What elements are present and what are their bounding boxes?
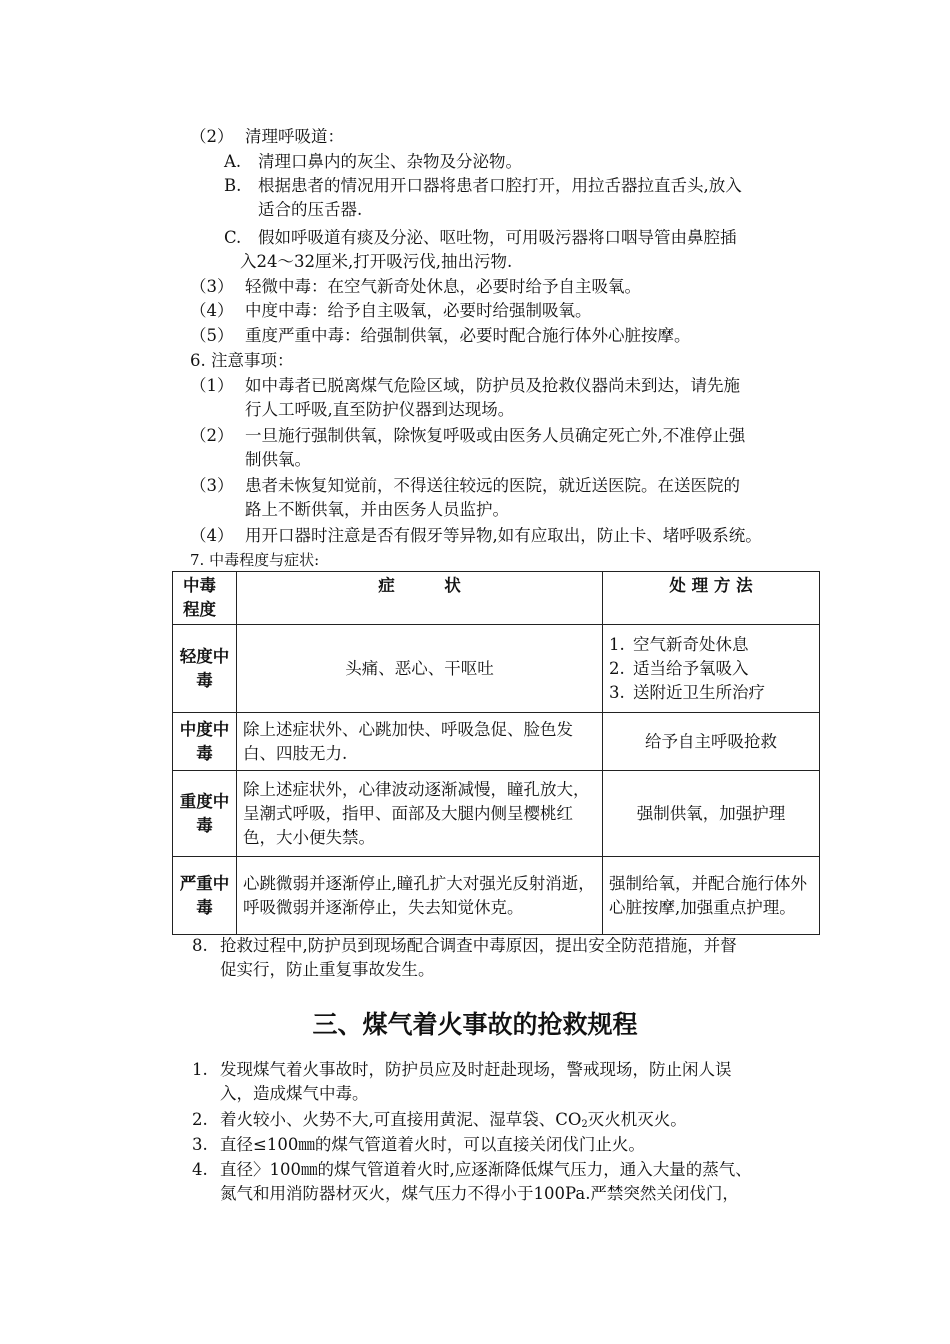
- text-part: 着火较小、火势不大,可直接用黄泥、湿草袋、CO: [220, 1110, 582, 1129]
- list-item-text-cont: 入24～32厘米,打开吸污伐,抽出污物.: [240, 252, 513, 271]
- table-caption: 7. 中毒程度与症状:: [190, 551, 320, 569]
- list-number: （1）: [190, 376, 234, 395]
- list-letter: B.: [224, 176, 242, 195]
- list-number: （2）: [190, 426, 234, 445]
- list-number: （3）: [190, 476, 234, 495]
- level-cell: 重度中毒: [173, 771, 237, 857]
- poisoning-table: [172, 571, 820, 935]
- symptom-cell: 心跳微弱并逐渐停止,瞳孔扩大对强光反射消逝，呼吸微弱并逐渐停止，失去知觉休克。: [237, 857, 603, 935]
- level-cell: 中度中毒: [173, 713, 237, 771]
- list-number: （3）: [190, 277, 234, 296]
- list-item-text: 直径≤100㎜的煤气管道着火时，可以直接关闭伐门止火。: [220, 1135, 645, 1154]
- list-item-text: 如中毒者已脱离煤气危险区域，防护员及抢救仪器尚未到达，请先施: [245, 376, 740, 395]
- treatment-item: 送附近卫生所治疗: [633, 682, 765, 702]
- list-number: （4）: [190, 526, 234, 545]
- list-number: （2）: [190, 127, 234, 146]
- list-number: 2.: [192, 1110, 208, 1129]
- table-row: [173, 857, 820, 935]
- list-letter: A.: [224, 152, 242, 171]
- list-item-text: 清理呼吸道：: [245, 127, 344, 146]
- list-item-text: 患者未恢复知觉前，不得送往较远的医院，就近送医院。在送医院的: [245, 476, 740, 495]
- symptom-cell: 头痛、恶心、干呕吐: [237, 625, 603, 713]
- level-cell: 严重中毒: [173, 857, 237, 935]
- header-level: 中毒程度: [173, 572, 237, 625]
- list-item-text-cont: 行人工呼吸,直至防护仪器到达现场。: [245, 400, 515, 419]
- list-item-text: 抢救过程中,防护员到现场配合调查中毒原因，提出安全防范措施，并督: [220, 936, 737, 955]
- list-item-text: 一旦施行强制供氧，除恢复呼吸或由医务人员确定死亡外,不准停止强: [245, 426, 746, 445]
- header-symptom: 症 状: [237, 572, 603, 625]
- text-part: 灭火机灭火。: [587, 1110, 687, 1129]
- treatment-item: 适当给予氧吸入: [633, 658, 749, 678]
- list-number: 1.: [192, 1060, 208, 1079]
- list-item: 1. 空气新奇处休息: [609, 633, 813, 657]
- list-item-text-cont: 入，造成煤气中毒。: [220, 1084, 369, 1103]
- list-item-text: 清理口鼻内的灰尘、杂物及分泌物。: [258, 152, 522, 171]
- table-header-row: [173, 572, 820, 625]
- list-item-text-cont: 适合的压舌器.: [258, 200, 363, 219]
- notes-heading: 6. 注意事项：: [190, 351, 294, 370]
- table-row: [173, 713, 820, 771]
- treatment-list: [609, 633, 813, 705]
- header-treatment: 处 理 方 法: [603, 572, 820, 625]
- treatment-cell: 强制给氧，并配合施行体外心脏按摩,加强重点护理。: [603, 857, 820, 935]
- list-item-text-cont: 路上不断供氧，并由医务人员监护。: [245, 500, 509, 519]
- list-number: （5）: [190, 326, 234, 345]
- level-cell: 轻度中毒: [173, 625, 237, 713]
- list-item-text: 直径〉100㎜的煤气管道着火时,应逐渐降低煤气压力，通入大量的蒸气、: [220, 1160, 752, 1179]
- list-item-text: 发现煤气着火事故时，防护员应及时赶赴现场，警戒现场，防止闲人误: [220, 1060, 732, 1079]
- table-row: [173, 771, 820, 857]
- list-number: 8.: [192, 936, 208, 955]
- list-item: 2. 适当给予氧吸入: [609, 657, 813, 681]
- list-number: 4.: [192, 1160, 208, 1179]
- section-title: 三、煤气着火事故的抢救规程: [312, 1010, 638, 1039]
- treatment-cell: 给予自主呼吸抢救: [603, 713, 820, 771]
- list-item-text: 重度严重中毒：给强制供氧，必要时配合施行体外心脏按摩。: [245, 326, 691, 345]
- list-letter: C.: [224, 228, 242, 247]
- treatment-cell: 强制供氧，加强护理: [603, 771, 820, 857]
- list-item-text: 轻微中毒：在空气新奇处休息，必要时给予自主吸氧。: [245, 277, 641, 296]
- list-item-text: 根据患者的情况用开口器将患者口腔打开，用拉舌器拉直舌头,放入: [258, 176, 742, 195]
- treatment-cell: [603, 625, 820, 713]
- symptom-cell: 除上述症状外、心跳加快、呼吸急促、脸色发白、四肢无力.: [237, 713, 603, 771]
- list-item-text-cont: 促实行，防止重复事故发生。: [220, 960, 435, 979]
- subscript: 2: [581, 1119, 588, 1130]
- symptom-cell: 除上述症状外，心律波动逐渐减慢，瞳孔放大，呈潮式呼吸，指甲、面部及大腿内侧呈樱桃红色，大小便失禁。: [237, 771, 603, 857]
- list-item-text-cont: 制供氧。: [245, 450, 311, 469]
- list-item: 3. 送附近卫生所治疗: [609, 681, 813, 705]
- list-item-text: 假如呼吸道有痰及分泌、呕吐物，可用吸污器将口咽导管由鼻腔插: [258, 228, 737, 247]
- list-item-text: 用开口器时注意是否有假牙等异物,如有应取出，防止卡、堵呼吸系统。: [245, 526, 762, 545]
- list-number: （4）: [190, 301, 234, 320]
- treatment-item: 空气新奇处休息: [633, 634, 749, 654]
- table-row: [173, 625, 820, 713]
- list-item-text-cont: 氮气和用消防器材灭火，煤气压力不得小于100Pa.严禁突然关闭伐门，: [220, 1184, 739, 1203]
- list-number: 3.: [192, 1135, 208, 1154]
- list-item-text: 中度中毒：给予自主吸氧，必要时给强制吸氧。: [245, 301, 592, 320]
